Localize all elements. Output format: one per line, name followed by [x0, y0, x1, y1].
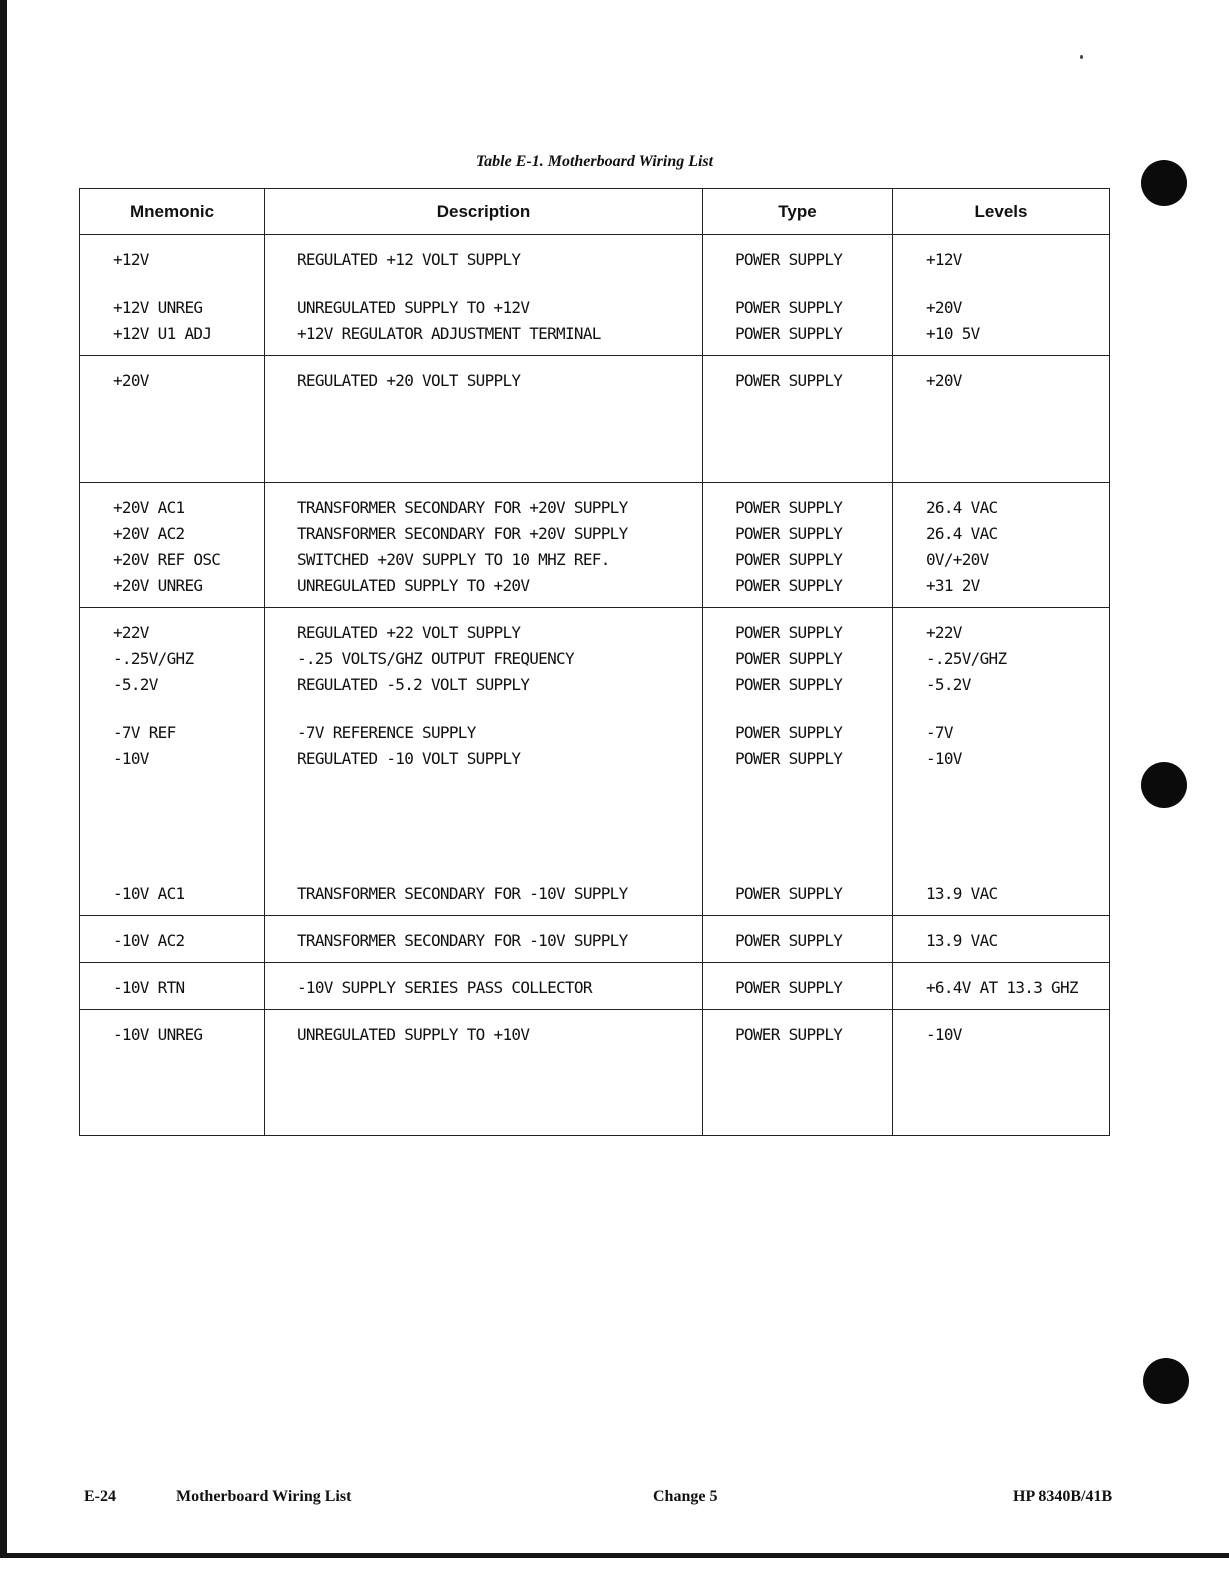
type-text: POWER SUPPLY [735, 883, 843, 903]
mnemonic-text: +12V [113, 250, 149, 269]
table-row-spacer [80, 954, 1110, 963]
description-text: REGULATED +20 VOLT SUPPLY [297, 371, 521, 390]
type-text: POWER SUPPLY [735, 648, 843, 668]
footer-page-number: E-24 [84, 1488, 116, 1505]
type-text: POWER SUPPLY [735, 523, 843, 543]
description-text: REGULATED +22 VOLT SUPPLY [297, 622, 521, 642]
table-row-group [80, 962, 1110, 1001]
table-row-spacer [80, 394, 1110, 482]
scan-left-edge [0, 0, 7, 1558]
type-cell [703, 962, 893, 1001]
mnemonic-text: -10V [113, 748, 149, 768]
levels-cell [893, 915, 1110, 954]
levels-text: +20V [926, 298, 962, 317]
type-text: POWER SUPPLY [735, 250, 843, 269]
levels-cell [893, 607, 1110, 907]
table-caption: Table E-1. Motherboard Wiring List [475, 153, 714, 170]
mnemonic-text: -.25V/GHZ [113, 648, 194, 668]
mnemonic-cell [80, 915, 265, 954]
type-text: POWER SUPPLY [735, 324, 843, 343]
levels-text: -10V [926, 1024, 962, 1044]
table-row-spacer [80, 907, 1110, 916]
description-text: +12V REGULATOR ADJUSTMENT TERMINAL [297, 324, 601, 343]
type-text: POWER SUPPLY [735, 722, 843, 742]
mnemonic-text: +12V UNREG [113, 298, 203, 317]
mnemonic-text: -5.2V [113, 674, 158, 694]
mnemonic-cell [80, 235, 265, 348]
levels-cell [893, 356, 1110, 395]
table-header-row [80, 189, 1110, 235]
table-row-group [80, 915, 1110, 954]
levels-text: +6.4V AT 13.3 GHZ [926, 977, 1078, 997]
scan-bottom-edge [0, 1553, 1229, 1558]
type-text: POWER SUPPLY [735, 575, 843, 595]
type-text: POWER SUPPLY [735, 748, 843, 768]
levels-text: 26.4 VAC [926, 523, 998, 543]
description-text: REGULATED -5.2 VOLT SUPPLY [297, 674, 530, 694]
type-cell [703, 356, 893, 395]
levels-cell [893, 235, 1110, 348]
footer-model: HP 8340B/41B [1013, 1488, 1113, 1505]
description-text: TRANSFORMER SECONDARY FOR +20V SUPPLY [297, 523, 628, 543]
mnemonic-cell [80, 607, 265, 907]
type-text: POWER SUPPLY [735, 371, 843, 390]
levels-cell [893, 1009, 1110, 1048]
mnemonic-text: -10V UNREG [113, 1024, 203, 1044]
levels-cell [893, 962, 1110, 1001]
mnemonic-text: -10V AC2 [113, 930, 185, 950]
description-cell [265, 235, 703, 348]
levels-text: +20V [926, 371, 962, 390]
mnemonic-text: +22V [113, 622, 149, 642]
levels-text: -10V [926, 748, 962, 768]
mnemonic-cell [80, 962, 265, 1001]
mnemonic-text: +20V REF OSC [113, 549, 221, 569]
description-text: -.25 VOLTS/GHZ OUTPUT FREQUENCY [297, 648, 574, 668]
mnemonic-cell [80, 356, 265, 395]
description-text: -7V REFERENCE SUPPLY [297, 722, 476, 742]
binder-hole-bottom [1143, 1358, 1189, 1404]
type-text: POWER SUPPLY [735, 622, 843, 642]
table-row-group [80, 607, 1110, 907]
levels-text: 0V/+20V [926, 549, 989, 569]
type-cell [703, 915, 893, 954]
description-cell [265, 356, 703, 395]
description-text: UNREGULATED SUPPLY TO +12V [297, 298, 530, 317]
footer-section-title: Motherboard Wiring List [176, 1488, 352, 1505]
type-text: POWER SUPPLY [735, 977, 843, 997]
levels-text: +31 2V [926, 575, 980, 595]
levels-text: -5.2V [926, 674, 971, 694]
levels-text: +10 5V [926, 324, 980, 343]
levels-text: 13.9 VAC [926, 930, 998, 950]
mnemonic-cell [80, 482, 265, 599]
type-text: POWER SUPPLY [735, 549, 843, 569]
type-cell [703, 607, 893, 907]
type-cell [703, 1009, 893, 1048]
header-type: Type [703, 189, 893, 235]
description-cell [265, 607, 703, 907]
table-row-group [80, 1009, 1110, 1048]
mnemonic-text: +20V UNREG [113, 575, 203, 595]
table-row-spacer [80, 1048, 1110, 1136]
levels-text: 26.4 VAC [926, 497, 998, 517]
description-text: UNREGULATED SUPPLY TO +10V [297, 1024, 530, 1044]
type-text: POWER SUPPLY [735, 674, 843, 694]
table-row-spacer [80, 1001, 1110, 1010]
description-text: -10V SUPPLY SERIES PASS COLLECTOR [297, 977, 592, 997]
table-row-spacer [80, 599, 1110, 608]
levels-text: +22V [926, 622, 962, 642]
header-description: Description [265, 189, 703, 235]
description-cell [265, 915, 703, 954]
type-cell [703, 482, 893, 599]
header-levels: Levels [893, 189, 1110, 235]
mnemonic-text: +20V AC2 [113, 523, 185, 543]
header-mnemonic: Mnemonic [80, 189, 265, 235]
mnemonic-text: -10V AC1 [113, 883, 185, 903]
levels-text: 13.9 VAC [926, 883, 998, 903]
binder-hole-middle [1141, 762, 1187, 808]
type-text: POWER SUPPLY [735, 497, 843, 517]
footer-change: Change 5 [653, 1488, 718, 1505]
mnemonic-text: +20V AC1 [113, 497, 185, 517]
description-text: TRANSFORMER SECONDARY FOR +20V SUPPLY [297, 497, 628, 517]
description-text: REGULATED +12 VOLT SUPPLY [297, 250, 521, 269]
type-text: POWER SUPPLY [735, 298, 843, 317]
mnemonic-text: -7V REF [113, 722, 176, 742]
description-text: REGULATED -10 VOLT SUPPLY [297, 748, 521, 768]
scan-speck [1080, 55, 1083, 59]
description-cell [265, 482, 703, 599]
description-text: TRANSFORMER SECONDARY FOR -10V SUPPLY [297, 930, 628, 950]
table-row-spacer [80, 347, 1110, 356]
levels-text: +12V [926, 250, 962, 269]
table-row-group [80, 235, 1110, 348]
motherboard-wiring-table [79, 188, 1110, 1136]
mnemonic-text: +12V U1 ADJ [113, 324, 212, 343]
description-text: UNREGULATED SUPPLY TO +20V [297, 575, 530, 595]
type-cell [703, 235, 893, 348]
type-text: POWER SUPPLY [735, 930, 843, 950]
description-cell [265, 962, 703, 1001]
mnemonic-cell [80, 1009, 265, 1048]
levels-cell [893, 482, 1110, 599]
levels-text: -7V [926, 722, 953, 742]
mnemonic-text: -10V RTN [113, 977, 185, 997]
levels-text: -.25V/GHZ [926, 648, 1007, 668]
mnemonic-text: +20V [113, 371, 149, 390]
description-text: SWITCHED +20V SUPPLY TO 10 MHZ REF. [297, 549, 610, 569]
description-text: TRANSFORMER SECONDARY FOR -10V SUPPLY [297, 883, 628, 903]
table-row-group [80, 356, 1110, 395]
type-text: POWER SUPPLY [735, 1024, 843, 1044]
description-cell [265, 1009, 703, 1048]
table-row-group [80, 482, 1110, 599]
